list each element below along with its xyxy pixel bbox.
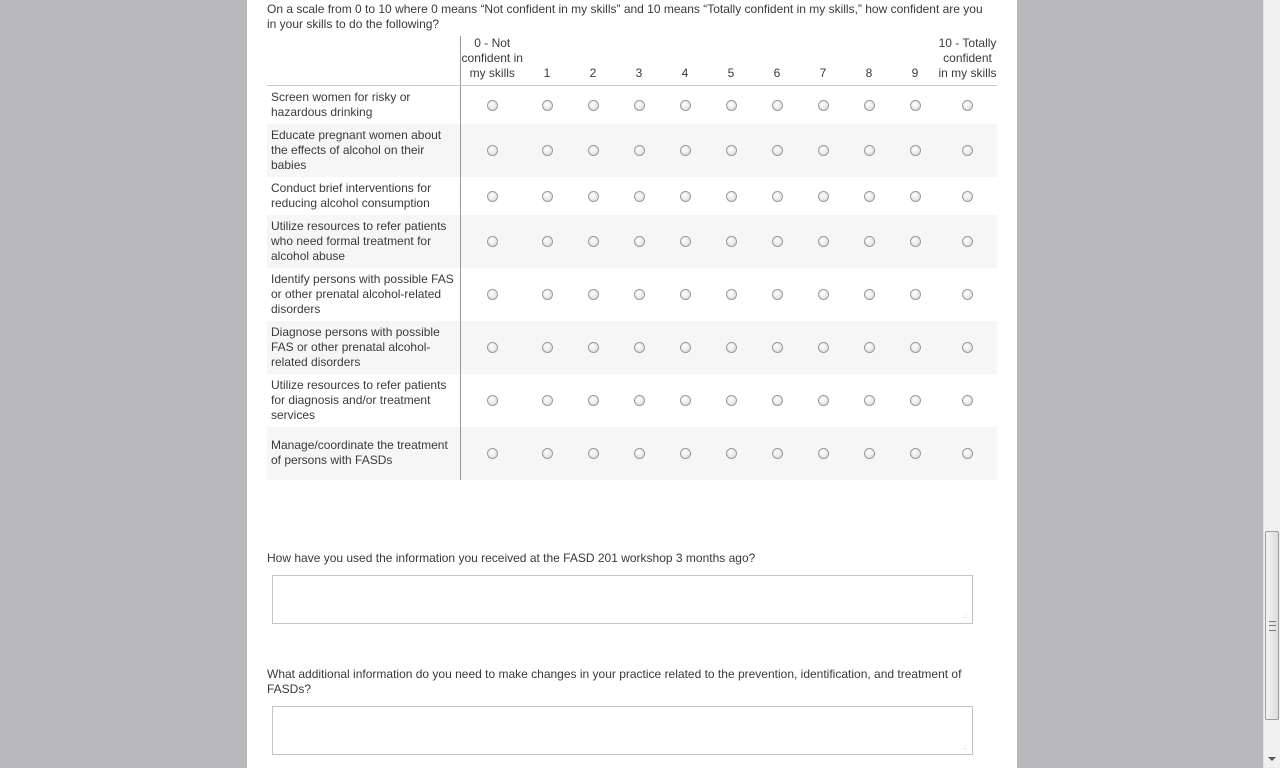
radio-cell	[616, 268, 662, 321]
radio-cell	[570, 215, 616, 268]
rating-radio-8[interactable]	[864, 395, 875, 406]
rating-radio-0[interactable]	[487, 342, 498, 353]
rating-radio-4[interactable]	[680, 342, 691, 353]
radio-cell	[938, 177, 997, 215]
radio-cell	[662, 374, 708, 427]
rating-radio-2[interactable]	[588, 342, 599, 353]
row-label: Utilize resources to refer patients who need formal treatment for alcohol abuse	[267, 215, 460, 268]
radio-cell	[570, 177, 616, 215]
matrix-row	[267, 124, 997, 177]
rating-radio-0[interactable]	[487, 448, 498, 459]
matrix-row	[267, 268, 997, 321]
matrix-row	[267, 86, 997, 124]
matrix-row	[267, 215, 997, 268]
rating-radio-1[interactable]	[542, 191, 553, 202]
rating-radio-5[interactable]	[726, 448, 737, 459]
matrix-question: On a scale from 0 to 10 where 0 means “Not confident in my skills” and 10 means “Totally confident in my skills,” how confident are you in your skills to do the following?	[267, 2, 983, 31]
radio-cell	[800, 177, 846, 215]
rating-radio-6[interactable]	[772, 145, 783, 156]
radio-cell	[892, 374, 938, 427]
radio-cell	[460, 268, 524, 321]
radio-cell	[938, 124, 997, 177]
rating-radio-4[interactable]	[680, 191, 691, 202]
header-blank	[267, 36, 460, 86]
vertical-scrollbar[interactable]	[1263, 0, 1280, 768]
rating-radio-2[interactable]	[588, 100, 599, 111]
rating-radio-7[interactable]	[818, 342, 829, 353]
rating-radio-5[interactable]	[726, 191, 737, 202]
rating-radio-10[interactable]	[962, 342, 973, 353]
radio-cell	[570, 374, 616, 427]
rating-radio-8[interactable]	[864, 448, 875, 459]
rating-radio-5[interactable]	[726, 395, 737, 406]
rating-radio-8[interactable]	[864, 100, 875, 111]
radio-cell	[524, 124, 570, 177]
rating-radio-7[interactable]	[818, 448, 829, 459]
column-header-10: 10 - Totally confident in my skills	[938, 36, 997, 86]
rating-radio-7[interactable]	[818, 191, 829, 202]
radio-cell	[800, 268, 846, 321]
thumb-grip-icon	[1269, 621, 1276, 631]
rating-radio-4[interactable]	[680, 395, 691, 406]
radio-cell	[938, 268, 997, 321]
rating-radio-6[interactable]	[772, 289, 783, 300]
rating-radio-1[interactable]	[542, 342, 553, 353]
radio-cell	[938, 215, 997, 268]
radio-cell	[662, 177, 708, 215]
radio-cell	[460, 124, 524, 177]
radio-cell	[754, 86, 800, 124]
radio-cell	[892, 268, 938, 321]
radio-cell	[892, 427, 938, 480]
radio-cell	[800, 427, 846, 480]
rating-radio-6[interactable]	[772, 395, 783, 406]
column-header-2: 2	[570, 36, 616, 86]
radio-cell	[892, 177, 938, 215]
rating-radio-10[interactable]	[962, 100, 973, 111]
radio-cell	[460, 86, 524, 124]
rating-radio-7[interactable]	[818, 100, 829, 111]
rating-radio-10[interactable]	[962, 448, 973, 459]
radio-cell	[892, 86, 938, 124]
rating-radio-2[interactable]	[588, 448, 599, 459]
column-header-0: 0 - Not confident in my skills	[460, 36, 524, 86]
usage-answer-textarea[interactable]	[272, 575, 973, 624]
radio-cell	[662, 268, 708, 321]
radio-cell	[938, 374, 997, 427]
radio-cell	[524, 427, 570, 480]
rating-radio-10[interactable]	[962, 191, 973, 202]
radio-cell	[846, 427, 892, 480]
rating-radio-9[interactable]	[910, 236, 921, 247]
matrix-row	[267, 177, 997, 215]
rating-radio-1[interactable]	[542, 145, 553, 156]
radio-cell	[938, 86, 997, 124]
radio-cell	[800, 215, 846, 268]
radio-cell	[754, 321, 800, 374]
radio-cell	[616, 321, 662, 374]
scroll-down-arrow-icon[interactable]	[1268, 757, 1276, 761]
radio-cell	[846, 86, 892, 124]
radio-cell	[892, 321, 938, 374]
rating-radio-3[interactable]	[634, 145, 645, 156]
radio-cell	[800, 321, 846, 374]
rating-radio-2[interactable]	[588, 395, 599, 406]
radio-cell	[938, 321, 997, 374]
radio-cell	[460, 427, 524, 480]
rating-radio-4[interactable]	[680, 236, 691, 247]
radio-cell	[616, 427, 662, 480]
rating-radio-9[interactable]	[910, 289, 921, 300]
survey-page	[247, 0, 1017, 768]
rating-radio-3[interactable]	[634, 191, 645, 202]
rating-radio-4[interactable]	[680, 145, 691, 156]
radio-cell	[892, 215, 938, 268]
column-header-4: 4	[662, 36, 708, 86]
rating-radio-6[interactable]	[772, 236, 783, 247]
radio-cell	[460, 321, 524, 374]
rating-radio-0[interactable]	[487, 100, 498, 111]
radio-cell	[708, 268, 754, 321]
radio-cell	[616, 374, 662, 427]
rating-radio-3[interactable]	[634, 448, 645, 459]
rating-radio-7[interactable]	[818, 289, 829, 300]
scrollbar-thumb[interactable]	[1265, 531, 1279, 720]
radio-cell	[708, 215, 754, 268]
column-header-7: 7	[800, 36, 846, 86]
rating-radio-2[interactable]	[588, 236, 599, 247]
radio-cell	[708, 321, 754, 374]
radio-cell	[570, 427, 616, 480]
radio-cell	[708, 124, 754, 177]
rating-radio-0[interactable]	[487, 236, 498, 247]
rating-radio-2[interactable]	[588, 289, 599, 300]
radio-cell	[708, 86, 754, 124]
radio-cell	[616, 177, 662, 215]
row-label: Conduct brief interventions for reducing alcohol consumption	[267, 177, 460, 215]
column-header-3: 3	[616, 36, 662, 86]
radio-cell	[846, 268, 892, 321]
radio-cell	[524, 374, 570, 427]
radio-cell	[800, 86, 846, 124]
rating-radio-5[interactable]	[726, 289, 737, 300]
column-header-8: 8	[846, 36, 892, 86]
radio-cell	[616, 215, 662, 268]
rating-radio-10[interactable]	[962, 395, 973, 406]
radio-cell	[754, 427, 800, 480]
radio-cell	[570, 268, 616, 321]
radio-cell	[524, 86, 570, 124]
rating-radio-5[interactable]	[726, 145, 737, 156]
matrix-header-row	[267, 36, 997, 86]
additional-info-question: What additional information do you need to make changes in your practice related to the prevention, identification, and treatment of FASDs?	[267, 667, 962, 696]
rating-radio-1[interactable]	[542, 395, 553, 406]
radio-cell	[662, 427, 708, 480]
matrix-row	[267, 321, 997, 374]
rating-radio-8[interactable]	[864, 191, 875, 202]
radio-cell	[708, 374, 754, 427]
radio-cell	[800, 374, 846, 427]
rating-radio-4[interactable]	[680, 448, 691, 459]
radio-cell	[846, 321, 892, 374]
rating-radio-7[interactable]	[818, 145, 829, 156]
confidence-matrix	[267, 36, 997, 480]
rating-radio-2[interactable]	[588, 191, 599, 202]
rating-radio-10[interactable]	[962, 145, 973, 156]
row-label: Identify persons with possible FAS or other prenatal alcohol-related disorders	[267, 268, 460, 321]
rating-radio-8[interactable]	[864, 342, 875, 353]
rating-radio-0[interactable]	[487, 289, 498, 300]
rating-radio-3[interactable]	[634, 100, 645, 111]
rating-radio-9[interactable]	[910, 100, 921, 111]
rating-radio-5[interactable]	[726, 236, 737, 247]
radio-cell	[754, 177, 800, 215]
radio-cell	[846, 374, 892, 427]
radio-cell	[892, 124, 938, 177]
radio-cell	[524, 268, 570, 321]
rating-radio-2[interactable]	[588, 145, 599, 156]
radio-cell	[754, 124, 800, 177]
radio-cell	[938, 427, 997, 480]
rating-radio-9[interactable]	[910, 448, 921, 459]
row-label: Diagnose persons with possible FAS or other prenatal alcohol-related disorders	[267, 321, 460, 374]
radio-cell	[616, 124, 662, 177]
rating-radio-1[interactable]	[542, 100, 553, 111]
additional-info-textarea[interactable]	[272, 706, 973, 755]
row-label: Educate pregnant women about the effects of alcohol on their babies	[267, 124, 460, 177]
resize-grip-icon[interactable]: .:	[963, 744, 967, 751]
rating-radio-9[interactable]	[910, 145, 921, 156]
radio-cell	[708, 177, 754, 215]
rating-radio-8[interactable]	[864, 145, 875, 156]
radio-cell	[846, 215, 892, 268]
usage-question: How have you used the information you received at the FASD 201 workshop 3 months ago?	[267, 551, 756, 565]
row-label: Screen women for risky or hazardous drinking	[267, 86, 460, 124]
radio-cell	[524, 321, 570, 374]
rating-radio-9[interactable]	[910, 342, 921, 353]
rating-radio-1[interactable]	[542, 448, 553, 459]
radio-cell	[754, 268, 800, 321]
matrix-row	[267, 374, 997, 427]
radio-cell	[662, 215, 708, 268]
radio-cell	[570, 124, 616, 177]
rating-radio-7[interactable]	[818, 236, 829, 247]
rating-radio-6[interactable]	[772, 448, 783, 459]
resize-grip-icon[interactable]: .:	[963, 613, 967, 620]
radio-cell	[754, 215, 800, 268]
rating-radio-8[interactable]	[864, 236, 875, 247]
rating-radio-9[interactable]	[910, 395, 921, 406]
rating-radio-7[interactable]	[818, 395, 829, 406]
radio-cell	[800, 124, 846, 177]
rating-radio-6[interactable]	[772, 100, 783, 111]
row-label: Utilize resources to refer patients for diagnosis and/or treatment services	[267, 374, 460, 427]
rating-radio-4[interactable]	[680, 289, 691, 300]
radio-cell	[524, 215, 570, 268]
rating-radio-0[interactable]	[487, 191, 498, 202]
rating-radio-0[interactable]	[487, 145, 498, 156]
radio-cell	[460, 215, 524, 268]
matrix-row	[267, 427, 997, 480]
radio-cell	[460, 374, 524, 427]
column-header-5: 5	[708, 36, 754, 86]
radio-cell	[846, 177, 892, 215]
column-header-6: 6	[754, 36, 800, 86]
radio-cell	[708, 427, 754, 480]
radio-cell	[524, 177, 570, 215]
radio-cell	[570, 86, 616, 124]
column-header-1: 1	[524, 36, 570, 86]
rating-radio-1[interactable]	[542, 289, 553, 300]
rating-radio-1[interactable]	[542, 236, 553, 247]
rating-radio-9[interactable]	[910, 191, 921, 202]
radio-cell	[616, 86, 662, 124]
rating-radio-0[interactable]	[487, 395, 498, 406]
rating-radio-3[interactable]	[634, 289, 645, 300]
rating-radio-4[interactable]	[680, 100, 691, 111]
rating-radio-5[interactable]	[726, 342, 737, 353]
column-header-9: 9	[892, 36, 938, 86]
rating-radio-6[interactable]	[772, 342, 783, 353]
radio-cell	[570, 321, 616, 374]
rating-radio-3[interactable]	[634, 236, 645, 247]
rating-radio-10[interactable]	[962, 236, 973, 247]
rating-radio-10[interactable]	[962, 289, 973, 300]
radio-cell	[754, 374, 800, 427]
radio-cell	[662, 124, 708, 177]
radio-cell	[460, 177, 524, 215]
radio-cell	[846, 124, 892, 177]
rating-radio-3[interactable]	[634, 342, 645, 353]
radio-cell	[662, 321, 708, 374]
rating-radio-8[interactable]	[864, 289, 875, 300]
row-label: Manage/coordinate the treatment of persons with FASDs	[267, 427, 460, 480]
rating-radio-3[interactable]	[634, 395, 645, 406]
rating-radio-6[interactable]	[772, 191, 783, 202]
radio-cell	[662, 86, 708, 124]
rating-radio-5[interactable]	[726, 100, 737, 111]
